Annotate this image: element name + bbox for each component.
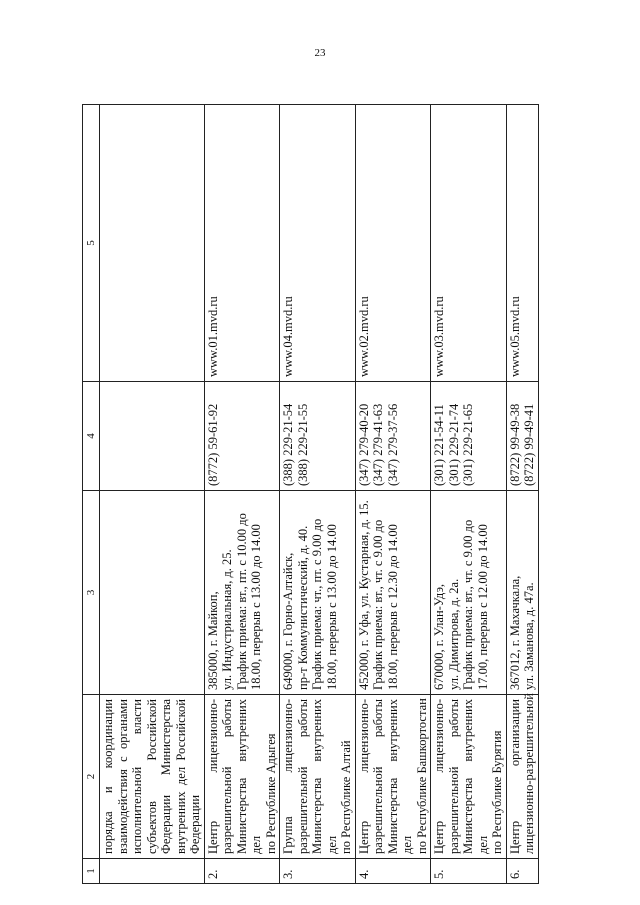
page-number: 23 — [314, 47, 326, 59]
phones: (301) 221-54-11 (301) 229-21-74 (301) 229-21-65 — [431, 382, 507, 491]
website: www.03.mvd.ru — [431, 105, 507, 382]
table-row — [506, 105, 538, 884]
licensing-centers-table — [82, 104, 539, 884]
header-col-1: 1 — [83, 859, 100, 884]
table-row — [355, 105, 431, 884]
address: 670000, г. Улан-Удэ, ул. Димитрова, д. 2а. График приема: вт., чт. с 9.00 до 17.00, перерыв с 12.00 до 14.00 — [431, 491, 507, 695]
table-row — [204, 105, 280, 884]
header-col-2: 2 — [83, 695, 100, 859]
table-row — [280, 105, 356, 884]
org-name: Центр лицензионно- разрешительной работы Министерства внутренних дел по Республике Бурятия — [431, 695, 507, 859]
address: 452000, г. Уфа, ул. Кустарная, д. 15. График приема: вт., чт. с 9.00 до 18.00, перерыв с 12.30 до 14.00 — [355, 491, 431, 695]
rotated-table-container — [82, 104, 536, 884]
phones: (388) 229-21-54 (388) 229-21-55 — [280, 382, 356, 491]
phones: (8772) 59-61-92 — [204, 382, 280, 491]
website: www.04.mvd.ru — [280, 105, 356, 382]
row-number: 5. — [431, 859, 507, 884]
address: 385000, г. Майкоп, ул. Индустриальная, д. 25. График приема: вт., пт. с 10.00 до 18.00, перерыв с 13.00 до 14.00 — [204, 491, 280, 695]
website: www.01.mvd.ru — [204, 105, 280, 382]
address: 649000, г. Горно-Алтайск, пр-т Коммунистический, д. 40. График приема: чт., пт. с 9.00 до 18.00, перерыв с 13.00 до 14.00 — [280, 491, 356, 695]
website: www.05.mvd.ru — [506, 105, 538, 382]
row-number: 6. — [506, 859, 538, 884]
continuation-text: порядка и координации взаимодействия с органами исполнительной власти субъектов Российской Федерации Министерства внутренних дел Российской Федерации — [100, 695, 205, 859]
org-name: Центр лицензионно- разрешительной работы Министерства внутренних дел по Республике Адыгея — [204, 695, 280, 859]
row-number: 2. — [204, 859, 280, 884]
address: 367012, г. Махачкала, ул. Заманова, д. 47а. — [506, 491, 538, 695]
table-header-row — [83, 105, 100, 884]
header-col-3: 3 — [83, 491, 100, 695]
table-row — [431, 105, 507, 884]
header-col-4: 4 — [83, 382, 100, 491]
website: www.02.mvd.ru — [355, 105, 431, 382]
phones: (8722) 99-49-38 (8722) 99-49-41 — [506, 382, 538, 491]
header-col-5: 5 — [83, 105, 100, 382]
org-name: Центр лицензионно- разрешительной работы Министерства внутренних дел по Республике Башкортостан — [355, 695, 431, 859]
phones: (347) 279-40-20 (347) 279-41-63 (347) 279-37-56 — [355, 382, 431, 491]
row-number: 4. — [355, 859, 431, 884]
continuation-row — [100, 105, 205, 884]
org-name: Центр организации лицензионно-разрешительной — [506, 695, 538, 859]
row-number: 3. — [280, 859, 356, 884]
org-name: Группа лицензионно- разрешительной работы Министерства внутренних дел по Республике Алтай — [280, 695, 356, 859]
